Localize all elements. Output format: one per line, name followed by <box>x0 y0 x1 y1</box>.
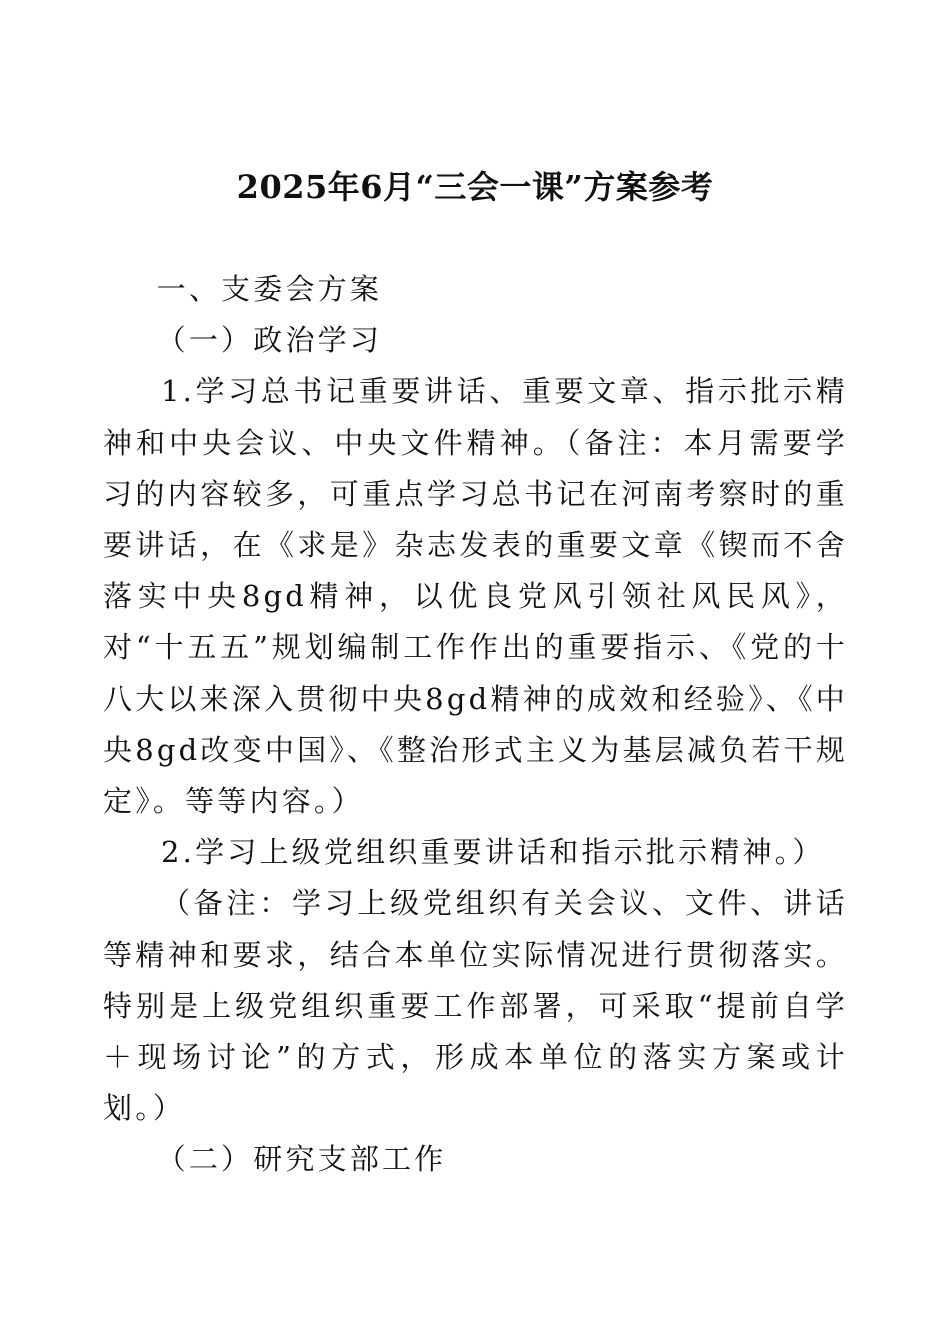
paragraph-item-2: 2.学习上级党组织重要讲话和指示批示精神。） <box>161 835 825 870</box>
document-title: 2025年6月“三会一课”方案参考 <box>236 168 714 206</box>
paragraph-item-1: 1.学习总书记重要讲话、重要文章、指示批示精神和中央会议、中央文件精神。（备注：本月需要学习的内容较多，可重点学习总书记在河南考察时的重要讲话，在《求是》杂志发表的重要文章《锲而不舍落实中央8gd精神，以优良党风引领社风民风》，对“十五五”规划编制工作作出的重要指示、《党的十八大以来深入贯彻中央8gd精神的成效和经验》、《中央8gd改变中国》、《整治形式主义为基层减负若干规定》。等等内容。） <box>103 374 848 819</box>
paragraph-note: （备注：学习上级党组织有关会议、文件、讲话等精神和要求，结合本单位实际情况进行贯彻落实。特别是上级党组织重要工作部署，可采取“提前自学＋现场讨论”的方式，形成本单位的落实方案或计划。） <box>103 886 848 1126</box>
subsection-heading-1: （一）政治学习 <box>156 323 383 358</box>
document-body <box>103 264 848 1186</box>
subsection-heading-2: （二）研究支部工作 <box>156 1142 447 1177</box>
section-heading-1: 一、支委会方案 <box>156 272 383 306</box>
